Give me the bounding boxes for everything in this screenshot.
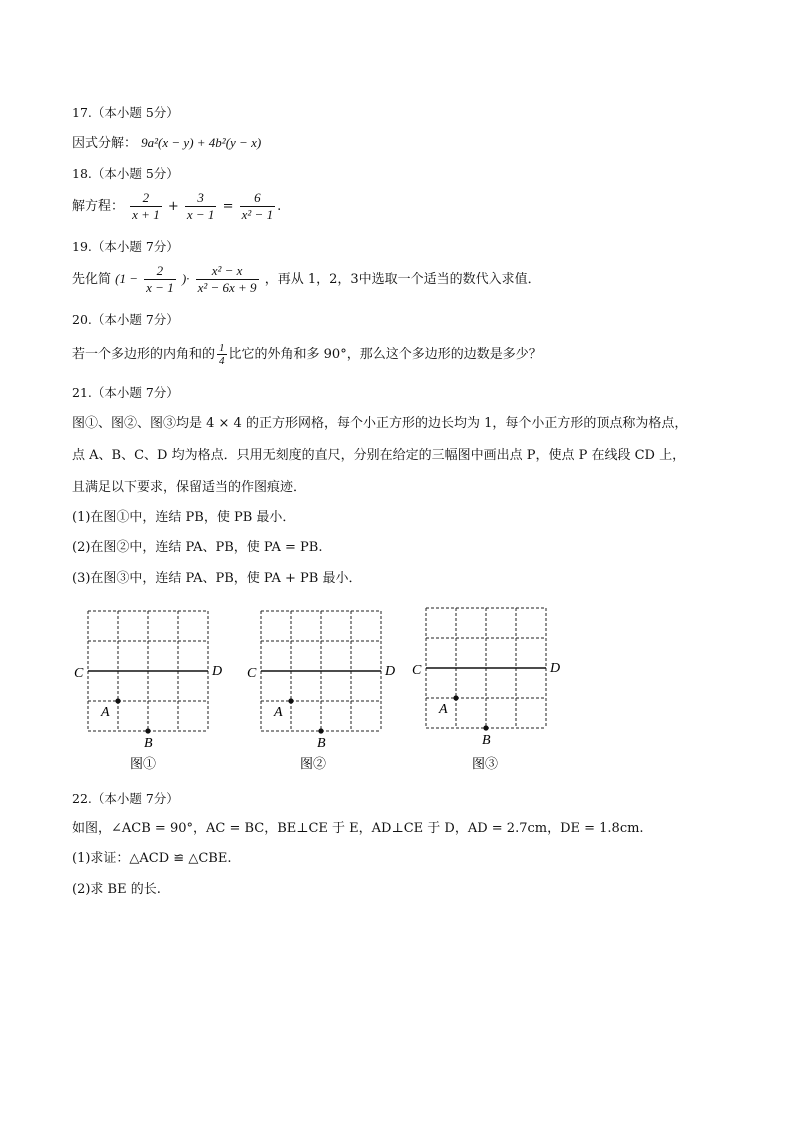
label-c: C — [74, 666, 84, 681]
q20-frac-den: 4 — [219, 355, 225, 367]
point-a — [115, 698, 120, 703]
q21-sub-2: (2)在图②中，连结 PA、PB，使 PA = PB. — [72, 540, 323, 555]
q19-header: 19.（本小题 7分） — [72, 239, 179, 254]
grid-figure-2 — [243, 606, 403, 776]
q18-plus: + — [167, 199, 179, 214]
point-b — [318, 728, 323, 733]
q18-prefix: 解方程： — [72, 199, 125, 214]
q20-body — [72, 338, 542, 372]
q21-line-2: 点 A、B、C、D 均为格点．只用无刻度的直尺，分别在给定的三幅图中画出点 P，使点 P 在线段 CD 上， — [72, 448, 686, 463]
q17-body — [72, 133, 261, 154]
q18-header: 18.（本小题 5分） — [72, 166, 179, 181]
q19-f2-den: x² − 6x + 9 — [197, 280, 257, 295]
label-a: A — [439, 702, 448, 717]
q18-f1-den: x + 1 — [132, 207, 160, 222]
q18-body — [72, 190, 281, 224]
q18-end: . — [277, 199, 282, 214]
label-c: C — [247, 666, 257, 681]
figure-1-caption: 图① — [130, 756, 157, 771]
q19-f1-den: x − 1 — [146, 280, 174, 295]
figure-3-caption: 图③ — [472, 756, 499, 771]
q19-suffix: ，再从 1，2，3中选取一个适当的数代入求值． — [264, 272, 541, 287]
q18-fraction-3 — [240, 190, 275, 223]
q20-fraction — [217, 342, 227, 367]
q17-prefix: 因式分解： — [72, 136, 138, 151]
q19-f2-num: x² − x — [196, 263, 259, 280]
q19-body — [72, 262, 541, 297]
point-a — [453, 695, 458, 700]
q18-f2-num: 3 — [185, 190, 217, 207]
q22-sub-2: (2)求 BE 的长. — [72, 882, 161, 897]
grid-figure-3 — [408, 603, 578, 773]
q22-sub-1: (1)求证：△ACD ≌ △CBE. — [72, 851, 232, 866]
figure-2-caption: 图② — [300, 756, 327, 771]
q21-line-1: 图①、图②、图③均是 4 × 4 的正方形网格，每个小正方形的边长均为 1，每个小正方形的顶点称为格点， — [72, 416, 688, 431]
label-b: B — [144, 736, 153, 751]
q19-fraction-2 — [196, 263, 259, 296]
q21-sub-3: (3)在图③中，连结 PA、PB，使 PA + PB 最小． — [72, 571, 362, 586]
q17-header: 17.（本小题 5分） — [72, 105, 179, 120]
q19-fraction-1 — [144, 263, 176, 296]
label-c: C — [412, 663, 422, 678]
q21-header: 21.（本小题 7分） — [72, 385, 179, 400]
q22-header: 22.（本小题 7分） — [72, 791, 179, 806]
q18-f3-den: x² − 1 — [241, 207, 274, 222]
q21-line-3: 且满足以下要求，保留适当的作图痕迹． — [72, 480, 307, 495]
q20-text-a: 若一个多边形的内角和的 — [72, 347, 216, 362]
label-d: D — [550, 661, 561, 676]
q18-f3-num: 6 — [240, 190, 275, 207]
point-b — [145, 728, 150, 733]
q19-prefix: 先化简 — [72, 272, 112, 287]
label-d: D — [385, 664, 396, 679]
label-a: A — [101, 705, 110, 720]
q20-text-b: 比它的外角和多 90°，那么这个多边形的边数是多少？ — [228, 347, 542, 362]
q22-line-1: 如图，∠ACB = 90°，AC = BC，BE⊥CE 于 E，AD⊥CE 于 D，AD = 2.7cm，DE = 1.8cm. — [72, 821, 644, 836]
label-b: B — [317, 736, 326, 751]
q20-frac-num: 1 — [219, 342, 225, 354]
label-a: A — [274, 705, 283, 720]
q19-paren-close: )· — [181, 271, 190, 286]
q19-paren-open: (1 − — [115, 271, 139, 286]
q18-fraction-2 — [185, 190, 217, 223]
q18-f1-num: 2 — [130, 190, 162, 207]
q17-expression: 9a²(x − y) + 4b²(y − x) — [141, 135, 262, 150]
q20-header: 20.（本小题 7分） — [72, 312, 179, 327]
point-b — [483, 725, 488, 730]
q18-f2-den: x − 1 — [186, 207, 215, 222]
grid-figure-1 — [70, 606, 223, 776]
q18-equals: = — [222, 199, 234, 214]
point-a — [288, 698, 293, 703]
q19-f1-num: 2 — [144, 263, 176, 280]
q18-fraction-1 — [130, 190, 162, 223]
label-d: D — [212, 664, 223, 679]
label-b: B — [482, 733, 491, 748]
q21-sub-1: (1)在图①中，连结 PB，使 PB 最小． — [72, 510, 296, 525]
